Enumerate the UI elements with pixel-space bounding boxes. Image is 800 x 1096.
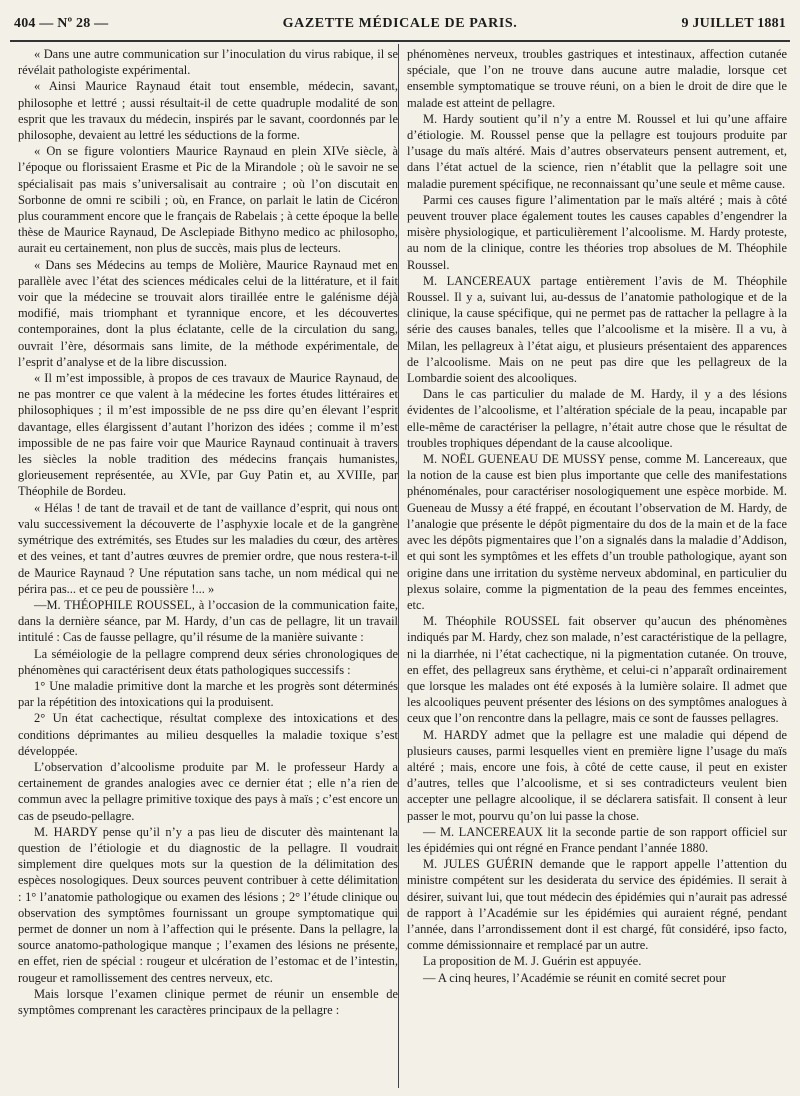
paragraph: 2° Un état cachectique, résultat complexe des intoxications et des conditions déprimantes au milieu desquelles la maladie toxique s’est développée.	[18, 711, 398, 758]
paragraph: M. HARDY pense qu’il n’y a pas lieu de discuter dès maintenant la question de l’étiologie et du diagnostic de la pellagre. Il voudrait simplement dire quelques mots sur la question de la délimitation des espèces nosologiques. Deux sources peuvent contribuer à cette délimitation : 1° l’anatomie pathologique ou examen des lésions ; 2° l’étude clinique ou observation des symptômes fournissant un groupe symptomatique qui permet de donner un nom à l’affection qui le présente. Dans la pellagre, la source anatomo-pathologique manque ; l’examen des lésions ne présente, en effet, rien de spécial : rougeur et ulcération de l’estomac et de l’intestin, rougeur et ramollissement des centres nerveux, etc.	[18, 824, 398, 985]
paragraph: « Hélas ! de tant de travail et de tant de vaillance d’esprit, qui nous ont valu successivement la découverte de l’asphyxie locale et de la gangrène symétrique des extrémités, ses Etudes sur les maladies du cœur, des artères et des veines, et tant d’autres œuvres de premier ordre, que nous restera-t-il de Maurice Raynaud ? Une réputation sans tache, un nom médical qui ne périra pas... et ce peu de poussière !... »	[18, 500, 398, 596]
paragraph: Mais lorsque l’examen clinique permet de réunir un ensemble de symptômes comprenant les caractères principaux de la pellagre :	[18, 986, 398, 1017]
paragraph: « Il m’est impossible, à propos de ces travaux de Maurice Raynaud, de ne pas montrer ce que valent à la médecine les fortes études littéraires et philosophiques ; il m’est impossible de ne pss dire qu’en élevant l’esprit davantage, elles élargissent d’autant l’horizon des idées ; comme il m’est impossible de ne pas faire voir que Maurice Raynaud continuait à travers les siècles la noble tradition des médecins français humanistes, glorieusement représentée, au XVIe, par Guy Patin et, au XVIIIe, par Théophile de Bordeu.	[18, 371, 398, 499]
paragraph: — A cinq heures, l’Académie se réunit en comité secret pour	[423, 970, 726, 985]
column-divider	[398, 44, 399, 1088]
issue-date: 9 JUILLET 1881	[681, 16, 786, 31]
paragraph: M. Hardy soutient qu’il n’y a entre M. Roussel et lui qu’une affaire d’étiologie. M. Roussel pense que la pellagre est toujours produite par l’usage du maïs altéré. Mais d’autres observateurs pensent autrement, et, dans l’état actuel de la science, rien n’établit que la pellagre soit une maladie purement spécifique, ne reconnaissant qu’une seule et même cause.	[407, 111, 787, 191]
paragraph: « Dans une autre communication sur l’inoculation du virus rabique, il se révélait pathologiste expérimental.	[18, 47, 398, 78]
paragraph: phénomènes nerveux, troubles gastriques et intestinaux, affection cutanée spéciale, que l’on ne trouve dans aucune autre maladie, lorsque cet ensemble symptomatique se trouve réuni, on a bien le droit de dire que le malade est atteint de pellagre.	[407, 47, 787, 110]
left-column	[18, 46, 398, 1086]
paragraph: M. HARDY admet que la pellagre est une maladie qui dépend de plusieurs causes, parmi lesquelles vient en première ligne l’usage du maïs altéré ; mais, encore une fois, à côté de cette cause, il peut en exister d’autres, telles que l’alcoolisme, et si ses contradicteurs veulent bien accepter une pellagre alcoolique, il se déclarera satisfait. Il consent à leur passer le mot, pourvu qu’on lui passe la chose.	[407, 727, 787, 823]
paragraph: M. JULES GUÉRIN demande que le rapport appelle l’attention du ministre compétent sur les desiderata du service des épidémies. Il serait à désirer, suivant lui, que tout médecin des épidémies qui n’aurait pas adressé de rapport à l’Académie sur les épidémies qui auraient régné, pendant l’année, dans l’arrondissement dont il est chargé, fût considéré, ipso facto, comme démissionnaire et remplacé par un autre.	[407, 857, 787, 953]
paragraph: M. Théophile ROUSSEL fait observer qu’aucun des phénomènes indiqués par M. Hardy, chez son malade, n’est caractéristique de la pellagre, ni la diarrhée, ni l’état cachectique, ni la pigmentation cutanée. On trouve, en effet, des pellagreux sans érythème, et celui-ci n’apparaît ordinairement que lorsque les malades ont été exposés à la lumière solaire. Il admet que les alcooliques peuvent présenter des lésions on des symptômes analogues à ceux que l’on rencontre dans la pellagre, mais ce sont de fausses pellagres.	[407, 614, 787, 726]
paragraph: « On se figure volontiers Maurice Raynaud en plein XIVe siècle, à l’époque ou florissaient Erasme et Pic de la Mirandole ; où le savoir ne se spécialisait pas mais s’universalisait au contraire ; où l’on discutait en Sorbonne de omni re scibili ; où, en France, on parlait le latin de Cicéron plus couramment encore que le français de Rabelais ; à cette époque la belle thèse de Maurice Raynaud, De Asclepiade Bithyno medico ac philosopho, aurait eu certainement, non plus de succès, mais plus de lecteurs.	[18, 144, 398, 256]
publication-title: GAZETTE MÉDICALE DE PARIS.	[282, 16, 518, 31]
paragraph: La séméiologie de la pellagre comprend deux séries chronologiques de phénomènes qui caractérisent deux états pathologiques successifs :	[18, 646, 398, 677]
paragraph: « Ainsi Maurice Raynaud était tout ensemble, médecin, savant, philosophe et lettré ; aussi résultait-il de cette quadruple modalité de son esprit que les travaux du médecin, inspirés par le savant, coordonnés par le philosophe, devaient au lettré les séductions de la forme.	[18, 79, 398, 143]
paragraph: 1° Une maladie primitive dont la marche et les progrès sont déterminés par la répétition des intoxications qui la produisent.	[18, 678, 398, 710]
paragraph: Parmi ces causes figure l’alimentation par le maïs altéré ; mais à côté peuvent trouver place également toutes les causes capables d’engendrer la misère physiologique, et particulièrement l’alcoolisme. M. Hardy proteste, au nom de la clinique, contre les théories trop absolues de M. Théophile Roussel.	[407, 192, 787, 272]
right-column	[407, 46, 787, 1086]
page-number-issue: 404 — Nº 28 —	[14, 16, 109, 31]
paragraph: L’observation d’alcoolisme produite par M. le professeur Hardy a certainement de grandes analogies avec ce dernier état ; elle n’a rien de commun avec la pellagre primitive toxique des pays à maïs ; c’est encore un cas de pseudo-pellagre.	[18, 759, 398, 823]
paragraph: —M. THÉOPHILE ROUSSEL, à l’occasion de la communication faite, dans la dernière séance, par M. Hardy, d’un cas de pellagre, lit un travail intitulé : Cas de fausse pellagre, qu’il résume de la manière suivante :	[18, 597, 398, 645]
paragraph: La proposition de M. J. Guérin est appuyée.	[423, 954, 642, 969]
page-header	[14, 16, 786, 40]
paragraph: — M. LANCEREAUX lit la seconde partie de son rapport officiel sur les épidémies qui ont régné en France pendant l’année 1880.	[407, 824, 787, 855]
paragraph: M. NOËL GUENEAU DE MUSSY pense, comme M. Lancereaux, que la notion de la cause est bien plus importante que celle des manifestations phénoménales, pour caractériser nosologiquement une espèce morbide. M. Gueneau de Mussy a été frappé, en écoutant l’observation de M. Hardy, de l’analogie que présente le dépôt pigmentaire du dos de la main et de la face avec les dépôts pigmentaires que l’on a signalés dans la maladie d’Addison, et qui sont les symptômes et les effets d’un trouble pathologique, ayant son origine dans une irritation du système nerveux abdominal, en particulier du plexus solaire, comme la pigmentation de la peau des femmes enceintes, etc.	[407, 452, 787, 612]
paragraph: M. LANCEREAUX partage entièrement l’avis de M. Théophile Roussel. Il y a, suivant lui, au-dessus de l’anatomie pathologique et de la clinique, la cause spécifique, qui ne permet pas de rattacher la pellagre à la série des causes banales, telles que l’alcoolisme et la misère. Il a vu, à Milan, les pellagreux à l’état aigu, et plusieurs présentaient des apparences de l’alcoolisme. Mais on ne peut pas dire que les pellagreux de la Lombardie soient des alcooliques.	[407, 273, 787, 386]
header-rule	[10, 40, 790, 42]
paragraph: Dans le cas particulier du malade de M. Hardy, il y a des lésions évidentes de l’alcoolisme, et l’altération spéciale de la peau, incapable par elle-même de caractériser la pellagre, n’était autre chose que le résultat de troubles trophiques dépendant de la cause alcoolique.	[407, 387, 787, 450]
paragraph: « Dans ses Médecins au temps de Molière, Maurice Raynaud met en parallèle avec l’état des sciences médicales celui de la littérature, et il fait voir que la médecine se trouvait alors tiraillée entre le galénisme déjà modifié, mais triomphant et tyrannique encore, et les découvertes contemporaines, dont la plus éclatante, celle de la circulation du sang, ouvrait l’ère, désormais sans limite, de la méthode expérimentale, de l’esprit d’analyse et de la libre discussion.	[18, 257, 398, 369]
